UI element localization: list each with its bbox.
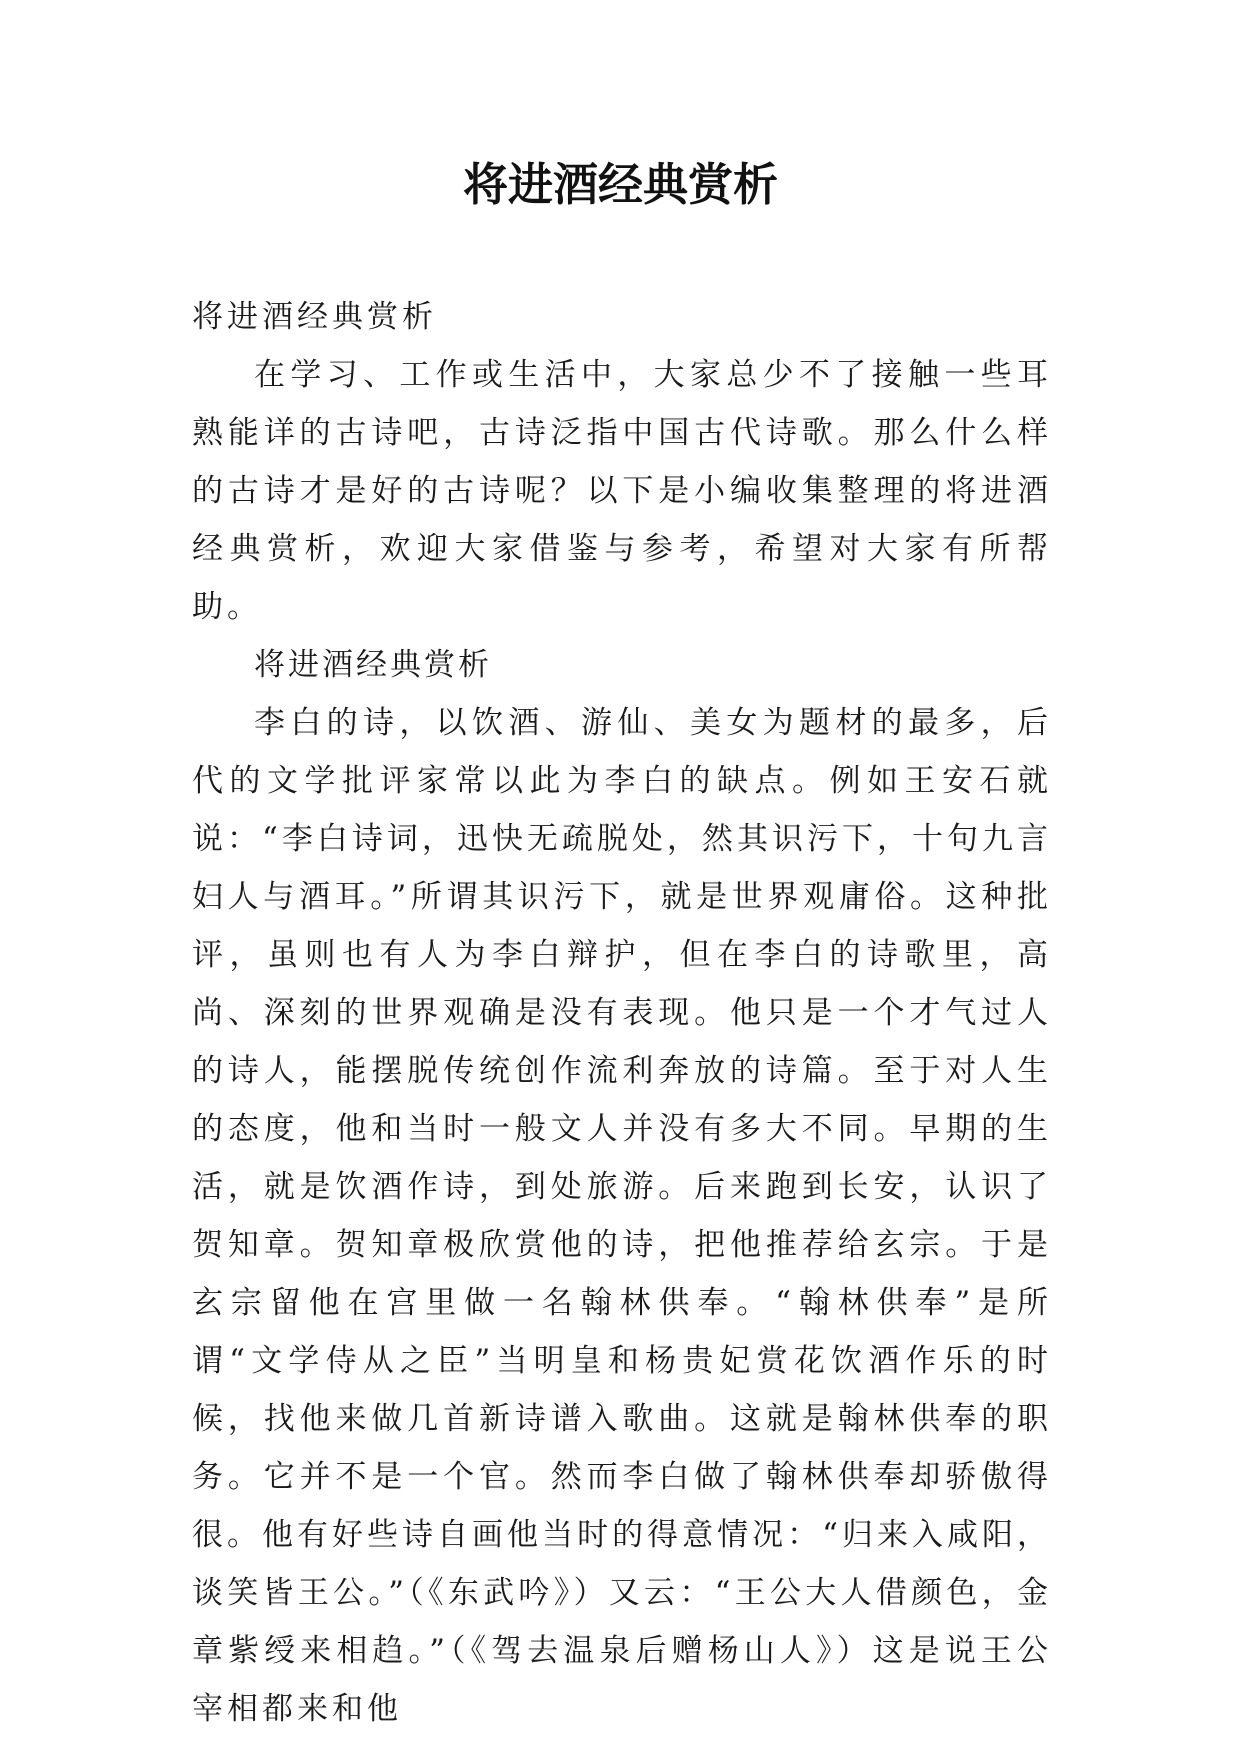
body-paragraph: 李白的诗，以饮酒、游仙、美女为题材的最多，后代的文学批评家常以此为李白的缺点。例如王安石就说：“李白诗词，迅快无疏脱处，然其识污下，十句九言妇人与酒耳。”所谓其识污下，就是世界观庸俗。这种批评，虽则也有人为李白辩护，但在李白的诗歌里，高尚、深刻的世界观确是没有表现。他只是一个才气过人的诗人，能摆脱传统创作流利奔放的诗篇。至于对人生的态度，他和当时一般文人并没有多大不同。早期的生活，就是饮酒作诗，到处旅游。后来跑到长安，认识了贺知章。贺知章极欣赏他的诗，把他推荐给玄宗。于是玄宗留他在宫里做一名翰林供奉。“翰林供奉”是所谓“文学侍从之臣”当明皇和杨贵妃赏花饮酒作乐的时候，找他来做几首新诗谱入歌曲。这就是翰林供奉的职务。它并不是一个官。然而李白做了翰林供奉却骄傲得很。他有好些诗自画他当时的得意情况：“归来入咸阳，谈笑皆王公。”（《东武吟》）又云：“王公大人借颜色，金章紫绶来相趋。”（《驾去温泉后赠杨山人》）这是说王公宰相都来和他 [192, 705, 1052, 1727]
document-heading: 将进酒经典赏析 [192, 299, 437, 335]
section-heading: 将进酒经典赏析 [254, 647, 492, 683]
document-title: 将进酒经典赏析 [462, 158, 778, 211]
document-body [192, 288, 1052, 1738]
intro-paragraph: 在学习、工作或生活中，大家总少不了接触一些耳熟能详的古诗吧，古诗泛指中国古代诗歌。那么什么样的古诗才是好的古诗呢？以下是小编收集整理的将进酒经典赏析，欢迎大家借鉴与参考，希望对大家有所帮助。 [192, 357, 1052, 625]
